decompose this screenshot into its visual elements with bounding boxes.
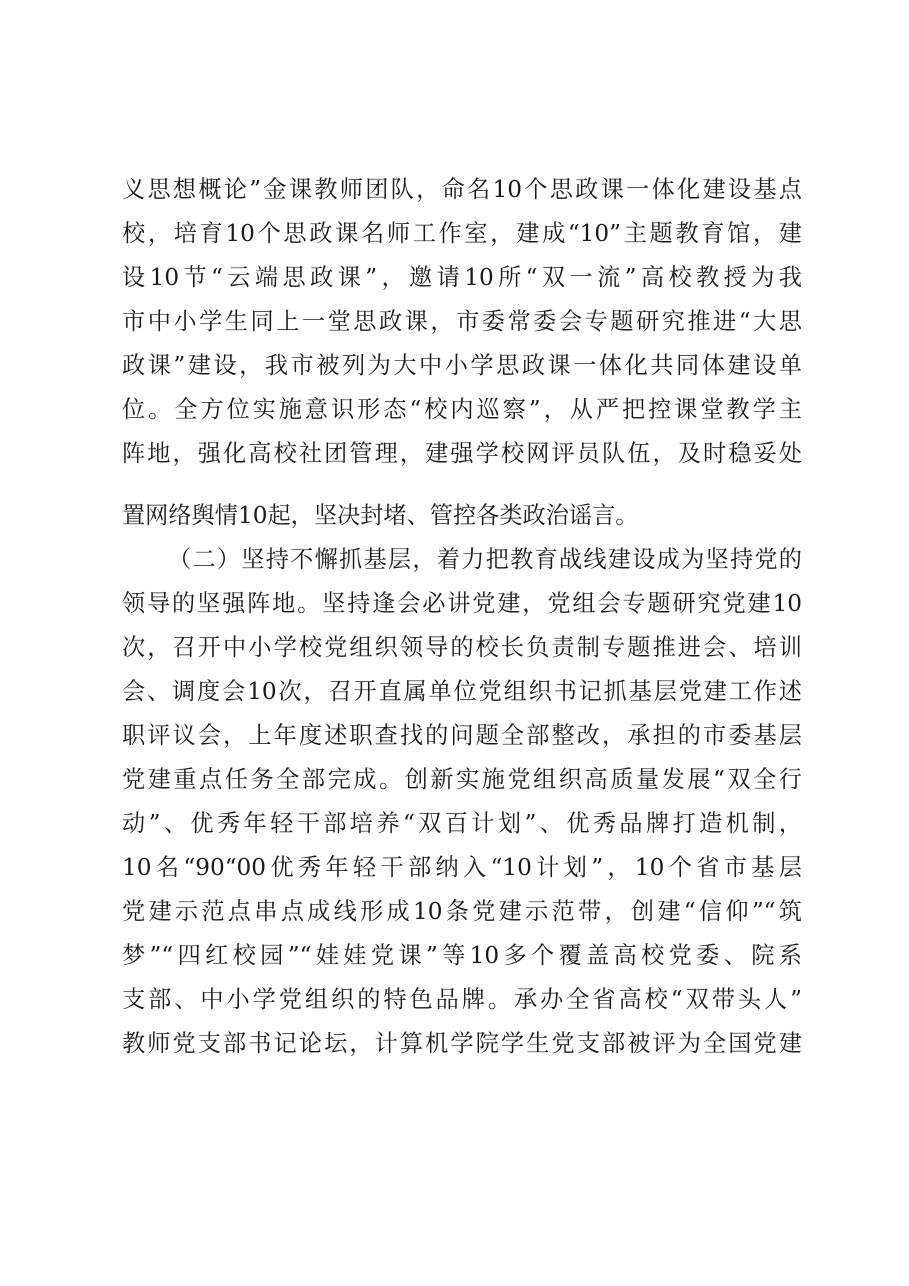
text-line: 置网络舆情10起，坚决封堵、管控各类政治谣言。 xyxy=(122,502,639,529)
text-line: 阵地，强化高校社团管理，建强学校网评员队伍，及时稳妥处 xyxy=(122,440,802,467)
text-line: 次，召开中小学校党组织领导的校长负责制专题推进会、培训 xyxy=(122,634,802,661)
text-line: 位。全方位实施意识形态“校内巡察”，从严把控课堂教学主 xyxy=(122,396,802,423)
text-line: 10名“90“00优秀年轻干部纳入“10计划”，10个省市基层 xyxy=(122,854,802,881)
text-line: 教师党支部书记论坛，计算机学院学生党支部被评为全国党建 xyxy=(122,1030,802,1057)
text-line: 设10节“云端思政课”，邀请10所“双一流”高校教授为我 xyxy=(122,264,802,291)
text-line: 校，培育10个思政课名师工作室，建成“10”主题教育馆，建 xyxy=(122,220,802,247)
text-line: 支部、中小学党组织的特色品牌。承办全省高校“双带头人” xyxy=(122,986,802,1013)
text-line: 领导的坚强阵地。坚持逢会必讲党建，党组会专题研究党建10 xyxy=(122,590,802,617)
text-line: 党建示范点串点成线形成10条党建示范带，创建“信仰”“筑 xyxy=(122,898,802,925)
section-heading-line: （二）坚持不懈抓基层，着力把教育战线建设成为坚持党的 xyxy=(168,546,802,573)
text-line: 政课”建设，我市被列为大中小学思政课一体化共同体建设单 xyxy=(122,352,802,379)
text-line: 职评议会，上年度述职查找的问题全部整改，承担的市委基层 xyxy=(122,722,802,749)
text-line: 会、调度会10次，召开直属单位党组织书记抓基层党建工作述 xyxy=(122,678,802,705)
text-line: 梦”“四红校园”“娃娃党课”等10多个覆盖高校党委、院系 xyxy=(122,942,802,969)
text-line: 市中小学生同上一堂思政课，市委常委会专题研究推进“大思 xyxy=(122,308,802,335)
text-line: 义思想概论”金课教师团队，命名10个思政课一体化建设基点 xyxy=(122,176,802,203)
text-line: 动”、优秀年轻干部培养“双百计划”、优秀品牌打造机制， xyxy=(122,810,802,837)
text-line: 党建重点任务全部完成。创新实施党组织高质量发展“双全行 xyxy=(122,766,802,793)
